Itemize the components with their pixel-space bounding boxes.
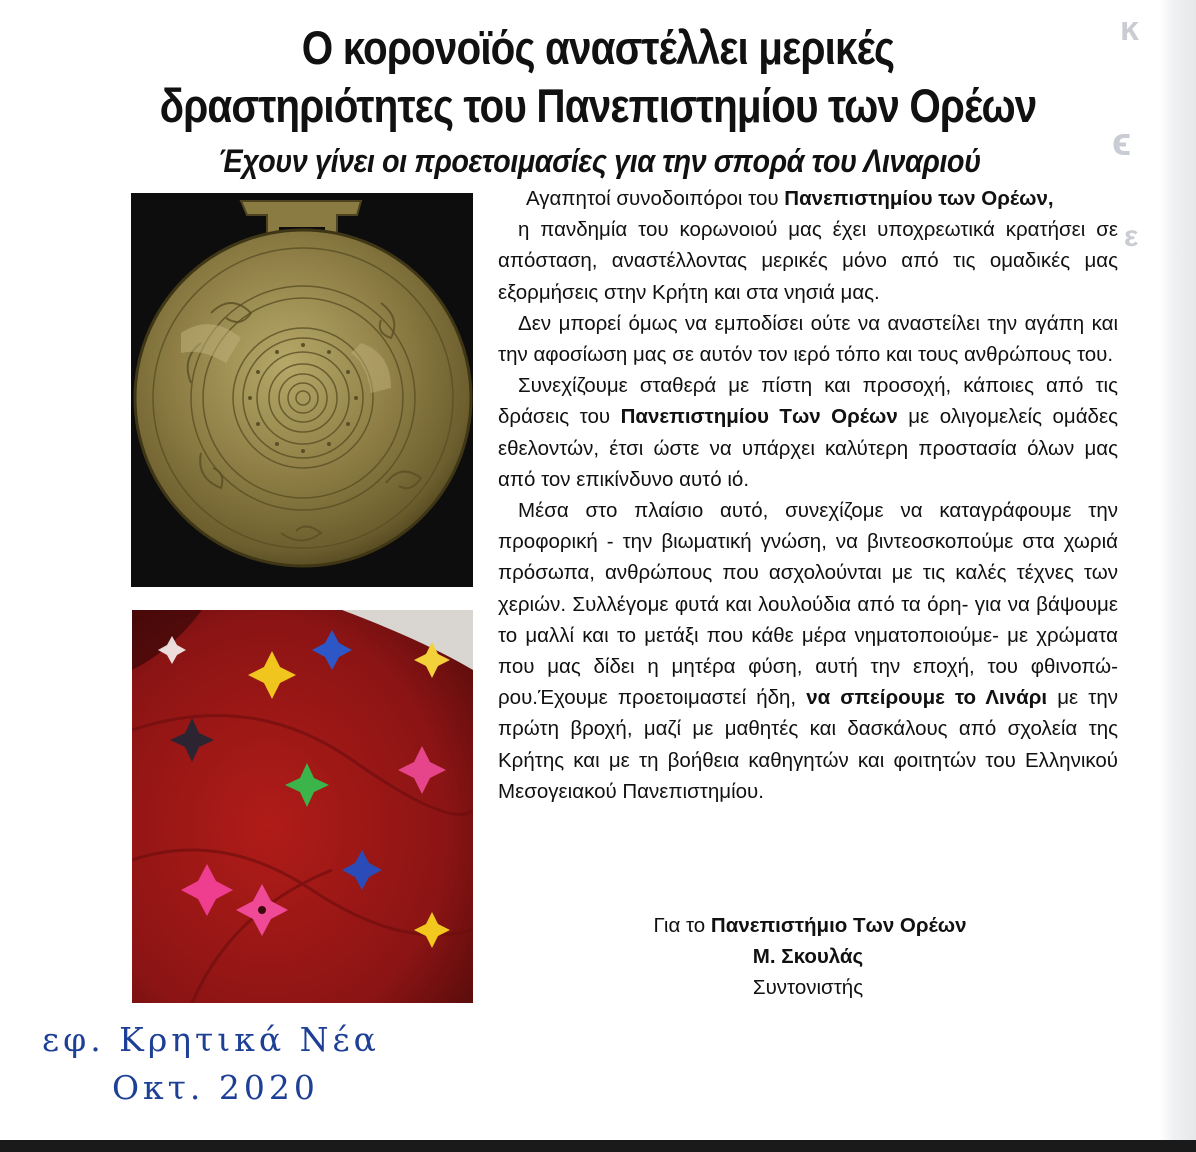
greeting-bold: Πανεπιστημίου των Ορέων, (784, 187, 1054, 210)
handwritten-date-note: Οκτ. 2020 (112, 1068, 319, 1107)
bleed-through-text: ĸ (1120, 10, 1139, 48)
textile-illustration (132, 610, 473, 1003)
paragraph-4-text-a: Μέσα στο πλαίσιο αυτό, συνεχίζομε να καταγράφουμε την προφορική - την βιωματική γνώση, να βιντεοσκοπούμε στα χωριά πρόσωπα, ανθρώπους που ασχολούνται με τις καλές τέχνες των χεριών. Συλλέγομε φυτά και λουλούδια από τα όρη- για να βάψουμε το μαλλί και το μετάξι που κάθε μέρα νηματοποιούμε- με χρώματα που μας δίδει η μητέρα φύση, αυτή την εποχή, του φθινοπώρου.Έχουμε προετοιμαστεί ήδη, (498, 499, 1118, 710)
paragraph-3-text-b: με ολιγομελείς ομάδες εθελοντών, έτσι ώστε να υπάρχει καλύτερη προστασία όλων μας από τον επικίνδυνο αυτό ιό. (498, 405, 1118, 491)
bleed-through-text: ϵ (1112, 120, 1132, 164)
paragraph-2: Δεν μπορεί όμως να εμποδίσει ούτε να αναστείλει την αγάπη και την αφοσίωση μας σε αυτόν τον ιερό τόπο και τους ανθρώπους του. (498, 311, 1118, 367)
paragraph-4-bold: να σπείρουμε το Λινάρι (806, 686, 1048, 710)
article-body (498, 183, 1118, 807)
signature-prefix: Για το (653, 914, 711, 937)
paragraph-4-text-b: με την πρώτη βροχή, μαζί με μαθητές και δασκάλους από σχολεία της Κρήτης και με τη βοήθεια καθηγητών και φοιτητών του Ελληνικού Μεσογειακού Πανεπιστημίου. (498, 686, 1119, 803)
bronze-disc-illustration (131, 193, 473, 587)
signature-name: Μ. Σκουλάς (752, 945, 864, 968)
scan-bottom-edge (0, 1140, 1196, 1152)
paragraph-1: η πανδημία του κορωνοιού μας έχει υποχρεωτικά κρατήσει σε απόσταση, αναστέλλοντας μερικές μόνο από τις ομαδικές μας εξορμήσεις στην Κρήτη και στα νησιά μας. (498, 218, 1118, 304)
greeting-paragraph (498, 183, 1118, 214)
headline-line-2: δραστηριότητες του Πανεπιστημίου των Ορέων (159, 79, 1037, 132)
signature-organization (560, 910, 1060, 941)
scan-edge-shadow (1160, 0, 1196, 1152)
bronze-disc-photo (131, 193, 473, 587)
greeting-text: Αγαπητοί συνοδοιπόροι του (526, 187, 785, 210)
headline-line-1: Ο κορονοϊός αναστέλλει μερικές (301, 21, 895, 74)
subheadline: Έχουν γίνει οι προετοιμασίες για την σπορά του Λιναριού (218, 143, 981, 179)
bleed-through-text: ε (1124, 220, 1139, 253)
signature-role: Συντονιστής (752, 976, 864, 999)
paragraph-3-bold: Πανεπιστημίου Των Ορέων (620, 405, 898, 429)
paragraph-4 (498, 495, 1118, 807)
embroidered-textile-photo (132, 610, 473, 1003)
signature-org-name: Πανεπιστήμιο Των Ορέων (710, 914, 967, 937)
handwritten-source-note: εφ. Κρητικά Νέα (42, 1020, 380, 1059)
paragraph-3-text-a: Συνεχίζουμε σταθερά με πίστη και προσοχή, κάποιες από τις δράσεις του (498, 374, 1118, 429)
paragraph-3 (498, 370, 1118, 495)
